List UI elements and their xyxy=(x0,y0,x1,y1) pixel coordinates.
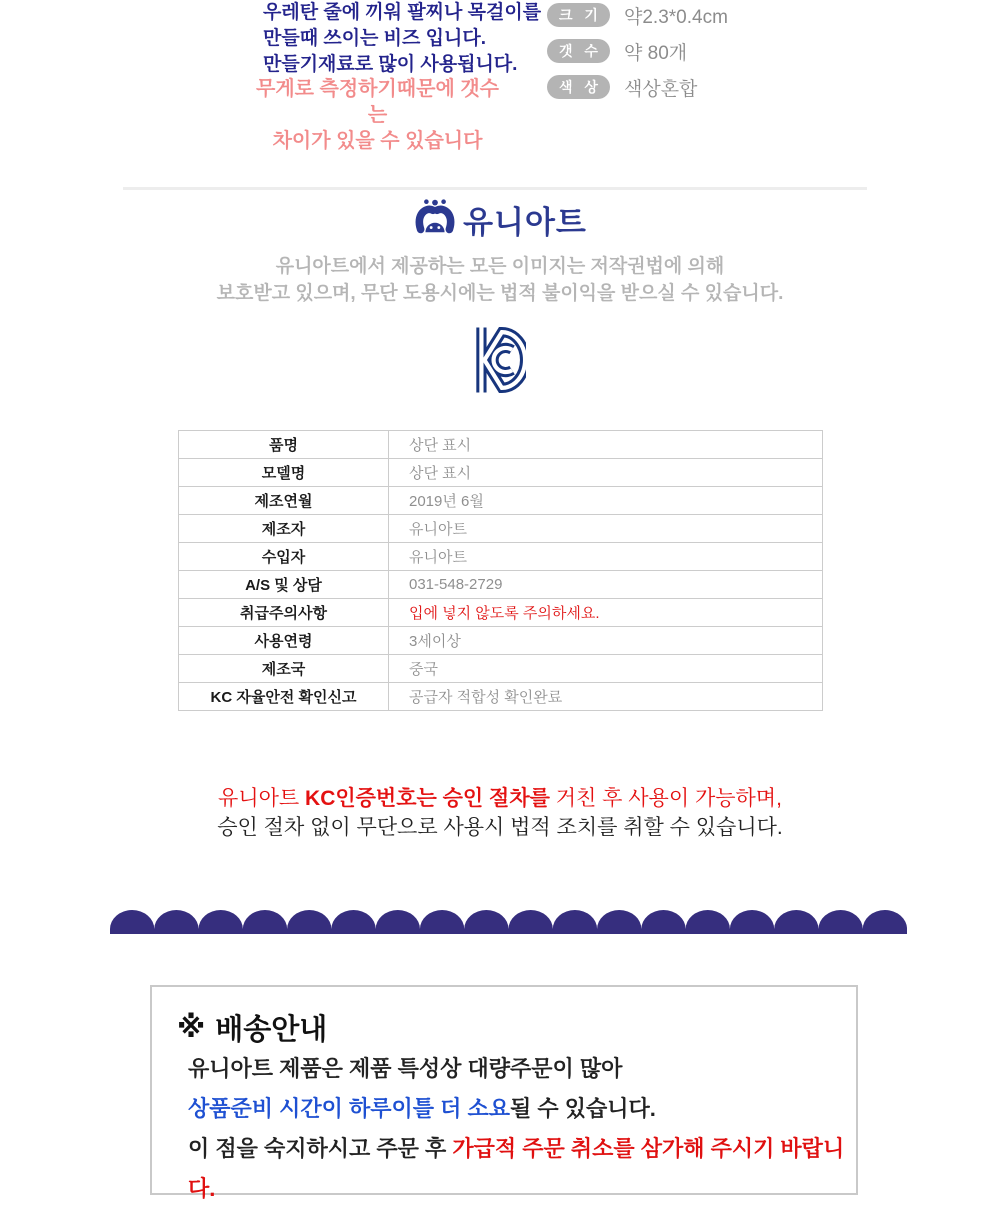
shipping-title xyxy=(177,1007,327,1048)
description-line: 만들기재료로 많이 사용됩니다. xyxy=(263,54,518,75)
size-badge: 크 기 xyxy=(547,3,610,27)
warning-line: 차이가 있을 수 있습니다 xyxy=(272,130,483,152)
row-value: 031-548-2729 xyxy=(389,571,823,599)
table-row xyxy=(179,571,823,599)
row-label: KC 자율안전 확인신고 xyxy=(179,683,389,711)
table-row xyxy=(179,515,823,543)
row-value: 공급자 적합성 확인완료 xyxy=(389,683,823,711)
spec-list xyxy=(547,2,728,110)
row-value: 유니아트 xyxy=(389,515,823,543)
section-divider xyxy=(123,187,867,190)
copyright-notice xyxy=(0,253,1000,307)
table-row xyxy=(179,543,823,571)
row-value: 3세이상 xyxy=(389,627,823,655)
spec-row-count xyxy=(547,38,728,64)
copyright-line: 보호받고 있으며, 무단 도용시에는 법적 불이익을 받으실 수 있습니다. xyxy=(216,283,784,304)
spec-row-color xyxy=(547,74,728,100)
shipping-line-3: 이 점을 숙지하시고 주문 후 가급적 주문 취소를 삼가해 주시기 바랍니다. xyxy=(188,1136,845,1201)
copyright-line: 유니아트에서 제공하는 모든 이미지는 저작권법에 의해 xyxy=(275,256,725,277)
product-info-table xyxy=(178,430,823,711)
table-row xyxy=(179,599,823,627)
description-line: 우레탄 줄에 끼워 팔찌나 목걸이를 xyxy=(263,2,542,23)
row-label: 제조국 xyxy=(179,655,389,683)
kc-certification-area xyxy=(0,322,1000,403)
warning-line: 무게로 측정하기때문에 갯수는 xyxy=(256,78,499,126)
kc-notice-line-1: 유니아트 KC인증번호는 승인 절차를 거친 후 사용이 가능하며, xyxy=(218,787,782,810)
shipping-line-2: 상품준비 시간이 하루이틀 더 소요될 수 있습니다. xyxy=(188,1096,656,1121)
product-description xyxy=(263,0,541,78)
row-value: 2019년 6월 xyxy=(389,487,823,515)
size-value: 약2.3*0.4cm xyxy=(624,6,728,28)
row-label: 품명 xyxy=(179,431,389,459)
count-value: 약 80개 xyxy=(624,42,688,64)
kc-approval-notice xyxy=(0,784,1000,842)
spec-row-size xyxy=(547,2,728,28)
color-value: 색상혼합 xyxy=(624,78,698,100)
reference-mark-icon: ※ xyxy=(177,1012,206,1044)
kc-mark-icon xyxy=(474,322,526,403)
scallop-wave-divider xyxy=(110,908,907,939)
shipping-line-1: 유니아트 제품은 제품 특성상 대량주문이 많아 xyxy=(188,1056,623,1081)
color-badge: 색 상 xyxy=(547,75,610,99)
table-row xyxy=(179,627,823,655)
row-value: 유니아트 xyxy=(389,543,823,571)
row-value-caution: 입에 넣지 않도록 주의하세요. xyxy=(389,599,823,627)
table-row xyxy=(179,459,823,487)
quantity-warning xyxy=(255,76,500,154)
uniart-crab-icon xyxy=(413,197,457,242)
row-label: 사용연령 xyxy=(179,627,389,655)
row-label: 모델명 xyxy=(179,459,389,487)
row-value: 상단 표시 xyxy=(389,459,823,487)
brand-logo xyxy=(0,197,1000,242)
table-row xyxy=(179,683,823,711)
row-label: 취급주의사항 xyxy=(179,599,389,627)
row-value: 중국 xyxy=(389,655,823,683)
table-row xyxy=(179,487,823,515)
row-label: 제조연월 xyxy=(179,487,389,515)
table-row xyxy=(179,431,823,459)
shipping-title-text: 배송안내 xyxy=(215,1014,328,1046)
row-value: 상단 표시 xyxy=(389,431,823,459)
row-label: A/S 및 상담 xyxy=(179,571,389,599)
shipping-body xyxy=(188,1049,856,1209)
row-label: 수입자 xyxy=(179,543,389,571)
shipping-notice-box xyxy=(150,985,858,1201)
count-badge: 갯 수 xyxy=(547,39,610,63)
table-row xyxy=(179,655,823,683)
brand-name: 유니아트 xyxy=(463,205,587,240)
kc-notice-line-2: 승인 절차 없이 무단으로 사용시 법적 조치를 취할 수 있습니다. xyxy=(217,816,783,839)
description-line: 만들때 쓰이는 비즈 입니다. xyxy=(263,28,487,49)
row-label: 제조자 xyxy=(179,515,389,543)
